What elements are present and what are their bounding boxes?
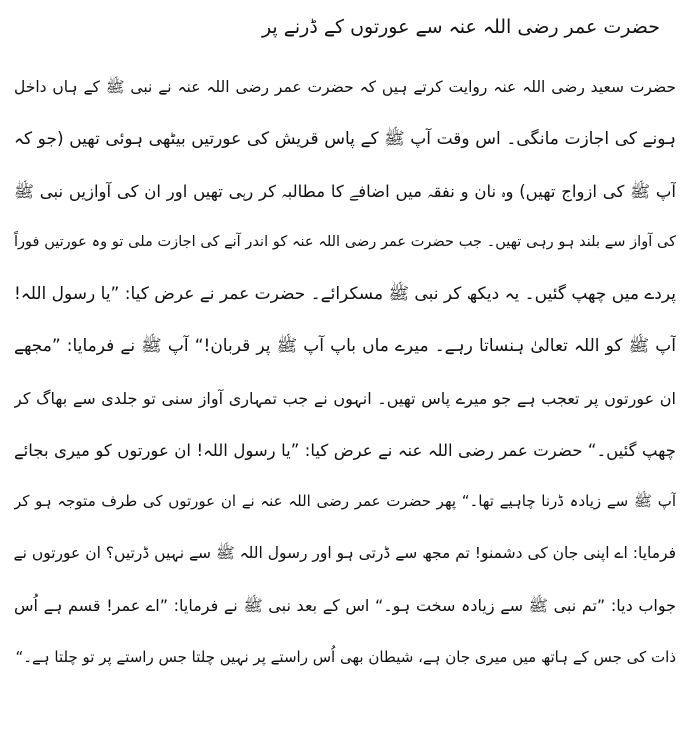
body-line: ان عورتوں پر تعجب ہے جو میرے پاس تھیں۔ انہوں نے جب تمہاری آواز سنی تو جلدی سے بھاگ کر — [14, 388, 676, 408]
body-line: حضرت سعید رضی اللہ عنہ روایت کرتے ہیں کہ حضرت عمر رضی اللہ عنہ نے نبی ﷺ کے ہاں داخل — [14, 78, 676, 96]
body-line: پردے میں چھپ گئیں۔ یہ دیکھ کر نبی ﷺ مسکرائے۔ حضرت عمر نے عرض کیا: ”یا رسول اللہ! — [14, 284, 676, 305]
body-line: ذات کی جس کے ہاتھ میں میری جان ہے، شیطان بھی اُس راستے پر نہیں چلتا جس راستے پر تو چلتا ہے۔“ — [15, 647, 676, 666]
body-line: فرمایا: اے اپنی جان کی دشمنو! تم مجھ سے ڈرتی ہو اور رسول اللہ ﷺ سے نہیں ڈرتیں؟ ان عورتوں نے — [14, 544, 676, 563]
body-line: آپ ﷺ کی ازواج تھیں) وہ نان و نفقہ میں اضافے کا مطالبہ کر رہی تھیں اور ان کی آوازیں نبی ﷺ — [14, 181, 676, 201]
body-line: کی آواز سے بلند ہو رہی تھیں۔ جب حضرت عمر رضی اللہ عنہ کو اندر آنے کی اجازت ملی تو وہ عورتیں فوراً — [14, 234, 676, 251]
body-line: آپ ﷺ سے زیادہ ڈرنا چاہیے تھا۔“ پھر حضرت عمر رضی اللہ عنہ نے ان عورتوں کی طرف متوجہ ہو کر — [14, 492, 676, 511]
body-line: ہونے کی اجازت مانگی۔ اس وقت آپ ﷺ کے پاس قریش کی عورتیں بیٹھی ہوئی تھیں (جو کہ — [14, 128, 676, 149]
body-line: آپ ﷺ کو اللہ تعالیٰ ہنساتا رہے۔ میرے ماں باپ آپ ﷺ پر قربان!“ آپ ﷺ نے فرمایا: ”مجھے — [14, 335, 676, 356]
document-title: حضرت عمر رضی اللہ عنہ سے عورتوں کے ڈرنے پر — [261, 16, 660, 38]
body-line: جواب دیا: ”تم نبی ﷺ سے زیادہ سخت ہو۔“ اس کے بعد نبی ﷺ نے فرمایا: ”اے عمر! قسم ہے اُس — [14, 595, 676, 615]
body-line: چھپ گئیں۔“ حضرت عمر رضی اللہ عنہ نے عرض کیا: ”یا رسول اللہ! ان عورتوں کو میری بجائے — [14, 440, 676, 460]
document-body — [14, 62, 676, 684]
